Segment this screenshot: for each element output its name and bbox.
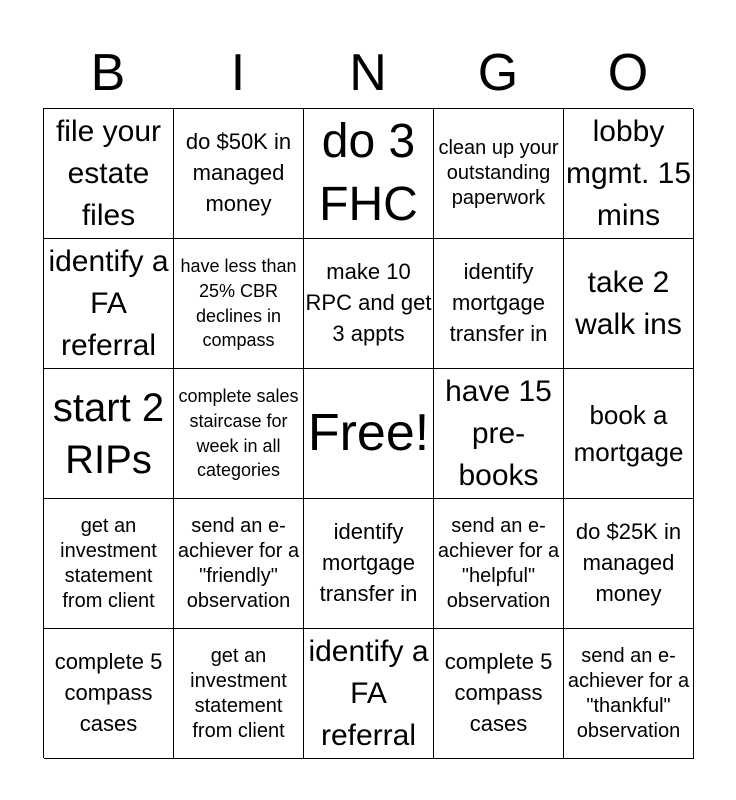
header-letter-b: B xyxy=(90,44,126,102)
bingo-cell[interactable]: have 15 pre-books xyxy=(434,369,564,499)
bingo-cell[interactable]: make 10 RPC and get 3 appts xyxy=(304,239,434,369)
bingo-cell[interactable]: identify mortgage transfer in xyxy=(434,239,564,369)
bingo-cell[interactable]: do 3 FHC xyxy=(304,109,434,239)
bingo-cell[interactable]: have less than 25% CBR declines in compass xyxy=(174,239,304,369)
bingo-cell[interactable]: file your estate files xyxy=(44,109,174,239)
bingo-cell[interactable]: identify a FA referral xyxy=(44,239,174,369)
header-letter-g: G xyxy=(477,44,519,102)
bingo-cell[interactable]: complete 5 compass cases xyxy=(434,629,564,759)
bingo-cell[interactable]: send an e-achiever for a "helpful" observation xyxy=(434,499,564,629)
free-space-cell[interactable]: Free! xyxy=(304,369,434,499)
bingo-cell[interactable]: send an e-achiever for a "thankful" observation xyxy=(564,629,694,759)
bingo-cell[interactable]: take 2 walk ins xyxy=(564,239,694,369)
header-letter-o: O xyxy=(607,44,649,102)
bingo-card-grid xyxy=(43,108,693,758)
header-letter-n: N xyxy=(349,44,387,102)
bingo-cell[interactable]: complete sales staircase for week in all categories xyxy=(174,369,304,499)
bingo-cell[interactable]: lobby mgmt. 15 mins xyxy=(564,109,694,239)
bingo-cell[interactable]: get an investment statement from client xyxy=(44,499,174,629)
bingo-cell[interactable]: complete 5 compass cases xyxy=(44,629,174,759)
bingo-cell[interactable]: identify a FA referral xyxy=(304,629,434,759)
bingo-cell[interactable]: get an investment statement from client xyxy=(174,629,304,759)
bingo-cell[interactable]: identify mortgage transfer in xyxy=(304,499,434,629)
bingo-cell[interactable]: book a mortgage xyxy=(564,369,694,499)
bingo-header xyxy=(43,38,693,108)
bingo-cell[interactable]: do $50K in managed money xyxy=(174,109,304,239)
header-letter-i: I xyxy=(230,44,246,102)
bingo-cell[interactable]: start 2 RIPs xyxy=(44,369,174,499)
bingo-cell[interactable]: clean up your outstanding paperwork xyxy=(434,109,564,239)
bingo-cell[interactable]: do $25K in managed money xyxy=(564,499,694,629)
bingo-cell[interactable]: send an e-achiever for a "friendly" observation xyxy=(174,499,304,629)
